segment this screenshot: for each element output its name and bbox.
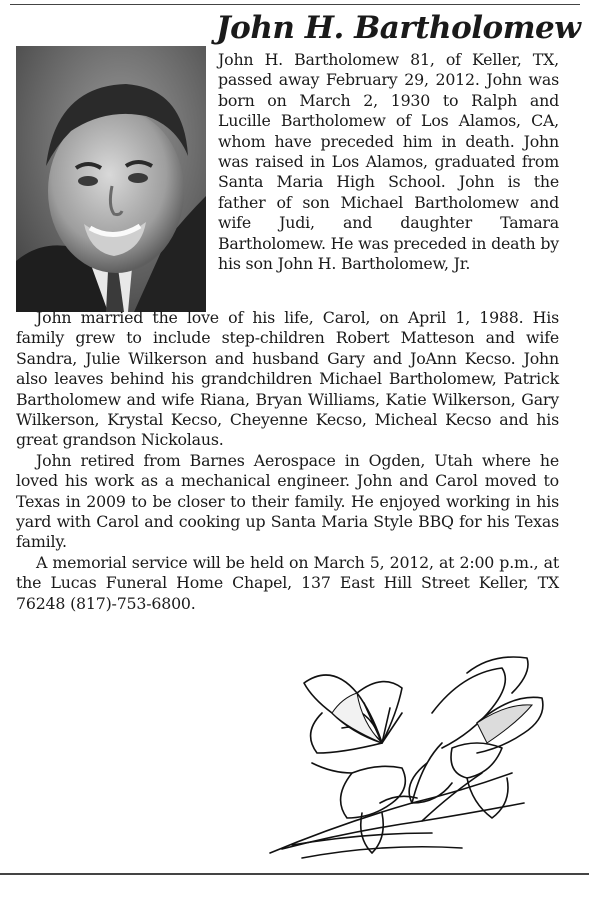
deceased-name: John H. Bartholomew (216, 10, 581, 46)
paragraph-1: John H. Bartholomew 81, of Keller, TX, passed away February 29, 2012. John was born on March 2, 1930 to Ralph and Lucille Bartholomew of Los Alamos, CA, whom have preceded him in death. John was raised in Los Alamos, graduated from Santa Maria High School. John is the father of son Michael Bartholomew and wife Judi, and daughter Tamara Bartholomew. He was preceded in death by his son John H. Bartholomew, Jr. (218, 50, 559, 274)
paragraph-2: John married the love of his life, Carol, on April 1, 1988. His family grew to include step-children Robert Matteson and wife Sandra, Julie Wilkerson and husband Gary and JoAnn Kecso. John also leaves behind his grandchildren Michael Bartholomew, Patrick Bartholomew and wife Riana, Bryan Williams, Katie Wilkerson, Gary Wilkerson, Krystal Kecso, Cheyenne Kecso, Micheal Kecso and his great grandson Nickolaus. (16, 308, 559, 450)
paragraph-3: John retired from Barnes Aerospace in Ogden, Utah where he loved his work as a mechanical engineer. John and Carol moved to Texas in 2009 to be closer to their family. He enjoyed working in his yard with Carol and cooking up Santa Maria Style BBQ for his Texas family. (16, 450, 559, 552)
top-rule (10, 4, 580, 5)
portrait-photo (16, 46, 206, 312)
lily-flowers-illustration (262, 653, 554, 863)
bottom-rule (0, 873, 589, 875)
obituary-text-column (218, 50, 559, 274)
obituary-text-full (16, 308, 559, 614)
paragraph-4: A memorial service will be held on March 5, 2012, at 2:00 p.m., at the Lucas Funeral Home Chapel, 137 East Hill Street Keller, TX 76248 (817)-753-6800. (16, 552, 559, 613)
